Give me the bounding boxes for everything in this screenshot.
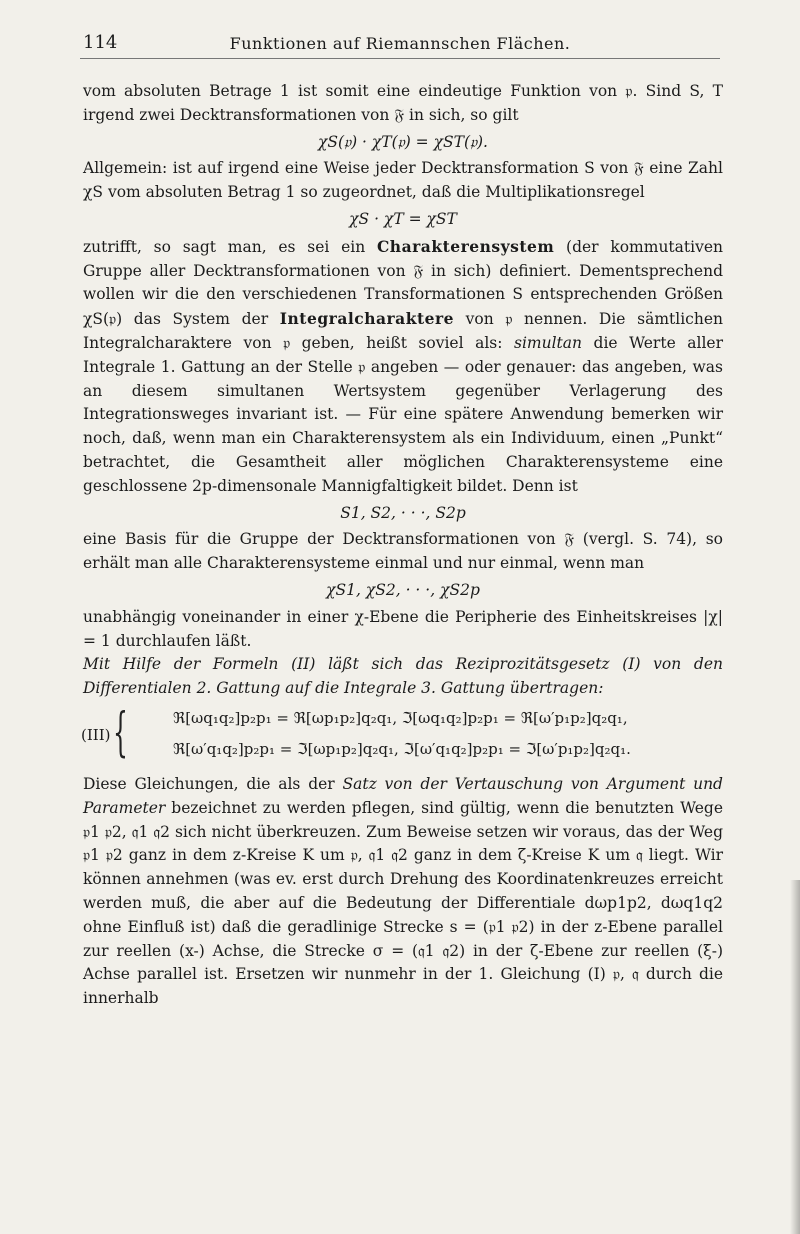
paragraph-2: Allgemein: ist auf irgend eine Weise jeder Decktransformation S von 𝔉 eine Zahl χS vom absoluten Betrag 1 so zugeordnet, daß die Multiplikationsregel: [83, 159, 723, 202]
left-brace-icon: {: [113, 702, 128, 763]
running-title: Funktionen auf Riemannschen Flächen.: [229, 34, 571, 53]
text-span: von 𝔭 nennen. Die sämtlichen Integralcharaktere von 𝔭 geben, heißt soviel als:: [83, 310, 723, 352]
paragraph-5: unabhängig voneinander in einer χ-Ebene die Peripherie des Einheitskreises |χ| = 1 durchlaufen läßt.: [83, 607, 723, 650]
formula-characters: χS1, χS2, · · ·, χS2p: [326, 580, 480, 599]
formula-multiplication-rule: χS · χT = χST: [349, 209, 457, 228]
text-span: zutrifft, so sagt man, es sei ein: [83, 237, 377, 256]
term-vertauschungssatz: Satz von der Vertauschung von Argument und Parameter: [83, 774, 723, 817]
text-span: Diese Gleichungen, die als der: [83, 774, 343, 793]
text-span: (der kommutativen Gruppe aller Decktransformationen von 𝔉 in sich) definiert. Dementsprechend wollen wir die den verschiedenen Transformationen S entsprechenden Größen χS(𝔭) das System der: [83, 237, 723, 329]
paragraph-1: vom absoluten Betrage 1 ist somit eine eindeutige Funktion von 𝔭. Sind S, T irgend zwei Decktransformationen von 𝔉 in sich, so gilt: [83, 82, 723, 124]
term-charakterensystem: Charakterensystem: [376, 236, 555, 256]
equation-tag: (III): [81, 725, 111, 744]
paragraph-4: eine Basis für die Gruppe der Decktransformationen von 𝔉 (vergl. S. 74), so erhält man alle Charakterensysteme einmal und nur einmal, wenn man: [83, 530, 723, 573]
page-edge-shadow: [790, 880, 800, 1234]
paragraph-3: [83, 235, 723, 499]
term-simultan: simultan: [513, 333, 582, 352]
text-span: die Werte aller Integrale 1. Gattung an der Stelle 𝔭 angeben — oder genauer: das angeben, was an diesem simultanen Wertsystem gegenüber Verlagerung des Integrationsweges invariant ist. — Für eine spätere Anwendung bemerken wir noch, daß, wenn man ein Charakterensystem als ein Individuum, einen „Punkt“ betrachtet, die Gesamtheit aller möglichen Charakterensysteme eine geschlossene 2p-dimensonale Mannigfaltigkeit bildet. Denn ist: [83, 333, 723, 495]
term-integralcharaktere: Integralcharaktere: [279, 309, 455, 329]
formula-basis: S1, S2, · · ·, S2p: [340, 503, 466, 522]
equation-system-III: [81, 702, 723, 769]
equation-line-2: ℜ[ω′q₁q₂]p₂p₁ = ℑ[ωp₁p₂]q₂q₁, ℑ[ω′q₁q₂]p₂p₁ = ℑ[ω′p₁p₂]q₂q₁.: [173, 739, 631, 758]
equation-line-1: ℜ[ωq₁q₂]p₂p₁ = ℜ[ωp₁p₂]q₂q₁, ℑ[ωq₁q₂]p₂p₁ = ℜ[ω′p₁p₂]q₂q₁,: [173, 708, 628, 727]
page-body: [83, 80, 723, 1011]
formula-product-rule: χS(𝔭) · χT(𝔭) = χST(𝔭).: [318, 132, 488, 151]
paragraph-7: [83, 773, 723, 1011]
paragraph-6: Mit Hilfe der Formeln (II) läßt sich das Reziprozitätsgesetz (I) von den Differentialen 2. Gattung auf die Integrale 3. Gattung übertragen:: [83, 655, 723, 698]
page-header: [80, 32, 720, 59]
page-number: 114: [83, 32, 118, 53]
text-span: bezeichnet zu werden pflegen, sind gültig, wenn die benutzten Wege 𝔭1 𝔭2, 𝔮1 𝔮2 sich nicht überkreuzen. Zum Beweise setzen wir voraus, das der Weg 𝔭1 𝔭2 ganz in dem z-Kreise K um 𝔭, 𝔮1 𝔮2 ganz in dem ζ-Kreise K um 𝔮 liegt. Wir können annehmen (was ev. erst durch Drehung des Koordinatenkreuzes erreicht werden muß, die aber auf die Bedeutung der Differentiale dωp1p2, dωq1q2 ohne Einfluß ist) daß die geradlinige Strecke s = (𝔭1 𝔭2) in der z-Ebene parallel zur reellen (x-) Achse, die Strecke σ = (𝔮1 𝔮2) in der ζ-Ebene zur reellen (ξ-) Achse parallel ist. Ersetzen wir nunmehr in der 1. Gleichung (I) 𝔭, 𝔮 durch die innerhalb: [83, 798, 723, 1008]
